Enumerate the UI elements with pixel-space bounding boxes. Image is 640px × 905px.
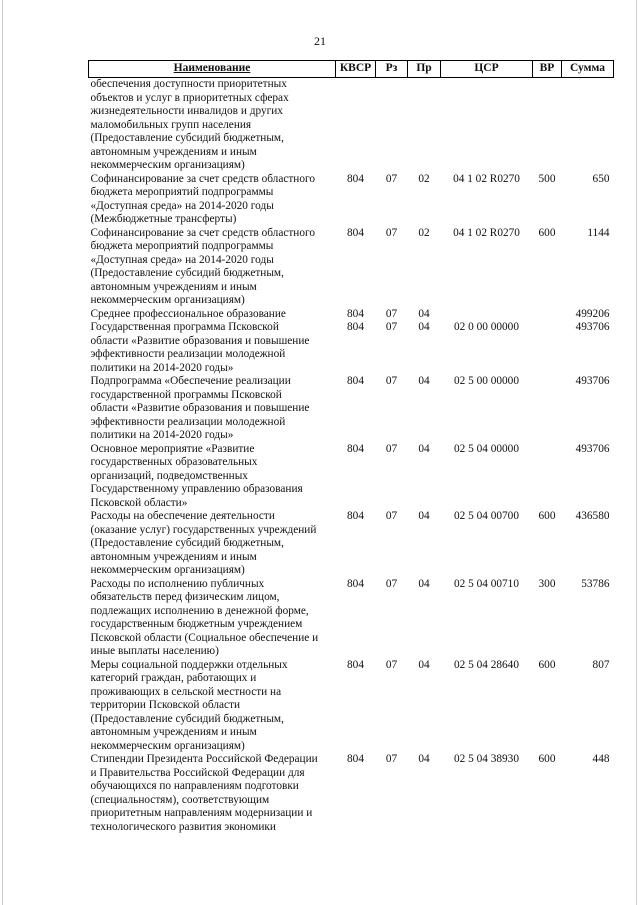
table-row bbox=[89, 753, 614, 834]
header-csr: ЦСР bbox=[441, 61, 533, 78]
cell-csr: 02 5 00 00000 bbox=[454, 375, 519, 387]
cell-name: Основное мероприятие «Развитие государственных образовательных организаций, подведомственных Государственному управлению образования Псковской области» bbox=[90, 442, 303, 509]
cell-kvsr: 804 bbox=[347, 753, 364, 765]
cell-pr bbox=[408, 78, 441, 173]
table-row bbox=[89, 375, 614, 443]
cell-sum: 499206 bbox=[575, 307, 610, 320]
header-pr: Пр bbox=[408, 61, 441, 78]
cell-rz: 07 bbox=[385, 753, 398, 765]
header-kvsr: КВСР bbox=[336, 61, 376, 78]
header-name: Наименование bbox=[89, 61, 336, 78]
cell-rz: 07 bbox=[385, 307, 398, 320]
cell-rz: 07 bbox=[385, 442, 398, 455]
header-rz: Рз bbox=[376, 61, 408, 78]
cell-pr: 04 bbox=[418, 307, 430, 320]
cell-kvsr: 804 bbox=[347, 226, 364, 239]
table-header bbox=[89, 61, 614, 78]
cell-vr bbox=[533, 308, 562, 322]
cell-rz: 07 bbox=[385, 658, 398, 671]
budget-table bbox=[88, 60, 614, 834]
cell-csr bbox=[441, 308, 533, 322]
page-number: 21 bbox=[314, 34, 326, 48]
cell-kvsr: 804 bbox=[347, 442, 364, 455]
cell-sum: 436580 bbox=[575, 510, 610, 522]
cell-csr: 02 5 04 00000 bbox=[454, 442, 519, 455]
table-row bbox=[89, 578, 614, 659]
cell-kvsr: 804 bbox=[347, 375, 364, 387]
cell-name: Стипендии Президента Российской Федерации и Правительства Российской Федерации для обучающихся по направлениям подготовки (специальностям), соответствующим приоритетным направлениям модернизации и технологического развития экономики bbox=[90, 753, 318, 833]
table-row bbox=[89, 173, 614, 227]
cell-name: Подпрограмма «Обеспечение реализации государственной программы Псковской области «Развитие образования и повышение эффективности реализации молодежной политики на 2014-2020 годы» bbox=[90, 375, 310, 441]
table-row bbox=[89, 78, 614, 173]
cell-csr: 02 5 04 00710 bbox=[454, 577, 519, 590]
cell-rz: 07 bbox=[385, 226, 398, 239]
cell-sum: 1144 bbox=[587, 226, 610, 239]
cell-pr: 04 bbox=[418, 753, 430, 765]
cell-csr: 02 5 04 00700 bbox=[454, 510, 519, 522]
cell-name: Расходы по исполнению публичных обязательств перед физическим лицом, подлежащих исполнению в денежной форме, государственным бюджетным учреждением Псковской области (Социальное обеспечение и иные выплаты населению) bbox=[90, 577, 319, 657]
cell-pr: 04 bbox=[418, 510, 430, 522]
cell-rz: 07 bbox=[385, 577, 398, 590]
table-row bbox=[89, 321, 614, 375]
cell-name: Софинансирование за счет средств областного бюджета мероприятий подпрограммы «Доступная среда» на 2014-2020 годы (Предоставление субсидий бюджетным, автономным учреждениям и иным некоммерческим организациям) bbox=[90, 226, 315, 306]
cell-sum: 650 bbox=[592, 172, 610, 185]
cell-kvsr: 804 bbox=[347, 307, 364, 320]
cell-pr: 04 bbox=[418, 375, 430, 387]
cell-vr bbox=[533, 321, 562, 375]
cell-csr: 04 1 02 R0270 bbox=[453, 226, 520, 239]
right-scan-edge bbox=[636, 0, 637, 905]
cell-csr bbox=[441, 78, 533, 173]
cell-sum: 807 bbox=[592, 658, 610, 671]
cell-name: Расходы на обеспечение деятельности (оказание услуг) государственных учреждений (Предоставление субсидий бюджетным, автономным учреждениям и иным некоммерческим организациям) bbox=[90, 510, 317, 576]
cell-sum bbox=[562, 78, 614, 173]
cell-name: обеспечения доступности приоритетных объектов и услуг в приоритетных сферах жизнедеятельности инвалидов и других маломобильных групп населения (Предоставление субсидий бюджетным, автономным учреждениям и иным некоммерческим организациям) bbox=[90, 78, 289, 171]
cell-name: Меры социальной поддержки отдельных категорий граждан, работающих и проживающих в сельской местности на территории Псковской области (Предоставление субсидий бюджетным, автономным учреждениям и иным некоммерческим организациям) bbox=[90, 658, 288, 752]
cell-vr: 600 bbox=[538, 658, 556, 671]
cell-sum: 448 bbox=[592, 753, 610, 765]
cell-kvsr bbox=[336, 78, 376, 173]
header-vr: ВР bbox=[533, 61, 562, 78]
cell-csr: 04 1 02 R0270 bbox=[453, 172, 520, 185]
cell-csr: 02 0 00 00000 bbox=[454, 321, 519, 333]
cell-kvsr: 804 bbox=[347, 658, 364, 671]
cell-pr: 02 bbox=[418, 226, 430, 239]
cell-rz: 07 bbox=[385, 321, 398, 333]
cell-rz bbox=[376, 78, 408, 173]
cell-kvsr: 804 bbox=[347, 172, 364, 185]
table-row bbox=[89, 443, 614, 511]
cell-name: Софинансирование за счет средств областного бюджета мероприятий подпрограммы «Доступная среда» на 2014-2020 годы (Межбюджетные трансферты) bbox=[90, 172, 315, 225]
cell-pr: 04 bbox=[418, 658, 430, 671]
cell-csr: 02 5 04 28640 bbox=[454, 658, 519, 671]
cell-kvsr: 804 bbox=[347, 510, 364, 522]
table-row bbox=[89, 659, 614, 754]
header-sum: Сумма bbox=[562, 61, 614, 78]
cell-rz: 07 bbox=[385, 172, 398, 185]
cell-vr: 600 bbox=[538, 753, 556, 765]
table-row bbox=[89, 227, 614, 308]
cell-vr: 500 bbox=[538, 172, 556, 185]
cell-pr: 04 bbox=[418, 321, 430, 333]
cell-sum: 493706 bbox=[575, 442, 610, 455]
cell-rz: 07 bbox=[385, 375, 398, 387]
cell-csr: 02 5 04 38930 bbox=[454, 753, 519, 765]
cell-rz: 07 bbox=[385, 510, 398, 522]
cell-sum: 493706 bbox=[575, 375, 610, 387]
cell-pr: 02 bbox=[418, 172, 430, 185]
cell-pr: 04 bbox=[418, 577, 430, 590]
cell-kvsr: 804 bbox=[347, 577, 364, 590]
cell-vr: 600 bbox=[538, 510, 556, 522]
cell-vr: 300 bbox=[538, 577, 556, 590]
cell-vr bbox=[533, 78, 562, 173]
cell-sum: 53786 bbox=[581, 577, 610, 590]
table-row bbox=[89, 308, 614, 322]
cell-vr bbox=[533, 443, 562, 511]
cell-sum: 493706 bbox=[575, 321, 610, 333]
cell-pr: 04 bbox=[418, 442, 430, 455]
table-row bbox=[89, 510, 614, 578]
cell-name: Среднее профессиональное образование bbox=[90, 307, 286, 320]
cell-vr bbox=[533, 375, 562, 443]
left-scan-edge bbox=[2, 0, 3, 905]
cell-kvsr: 804 bbox=[347, 321, 364, 333]
cell-name: Государственная программа Псковской области «Развитие образования и повышение эффективности реализации молодежной политики на 2014-2020 годы» bbox=[90, 321, 310, 374]
cell-vr: 600 bbox=[538, 226, 556, 239]
